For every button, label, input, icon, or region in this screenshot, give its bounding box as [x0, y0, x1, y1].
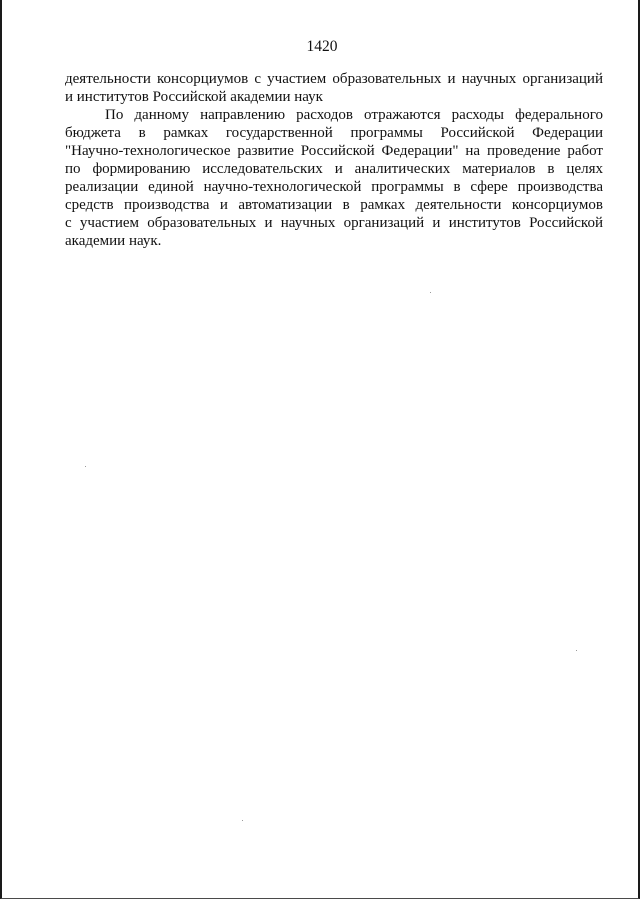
text-line: реализации единой научно-технологической программы в сфере производства: [65, 179, 603, 195]
text-line: По данному направлению расходов отражаются расходы федерального: [105, 107, 603, 123]
scan-speck: [576, 650, 577, 651]
text-line: деятельности консорциумов с участием образовательных и научных организаций: [65, 71, 603, 87]
scan-speck: [242, 820, 243, 821]
scan-speck: [430, 292, 431, 293]
text-line: средств производства и автоматизации в рамках деятельности консорциумов: [65, 197, 603, 213]
document-body: [65, 70, 603, 250]
scan-speck: [85, 466, 86, 467]
paragraph-continuation: [65, 70, 603, 106]
text-line: "Научно-технологическое развитие Российской Федерации" на проведение работ: [65, 143, 603, 159]
text-line: по формированию исследовательских и аналитических материалов в целях: [65, 161, 603, 177]
page-number: 1420: [306, 38, 338, 55]
text-line: и институтов Российской академии наук: [65, 89, 323, 105]
paragraph-expense-description: [65, 106, 603, 250]
text-line: с участием образовательных и научных организаций и институтов Российской: [65, 215, 603, 231]
text-line: бюджета в рамках государственной программы Российской Федерации: [65, 125, 603, 141]
text-line: академии наук.: [65, 233, 162, 249]
